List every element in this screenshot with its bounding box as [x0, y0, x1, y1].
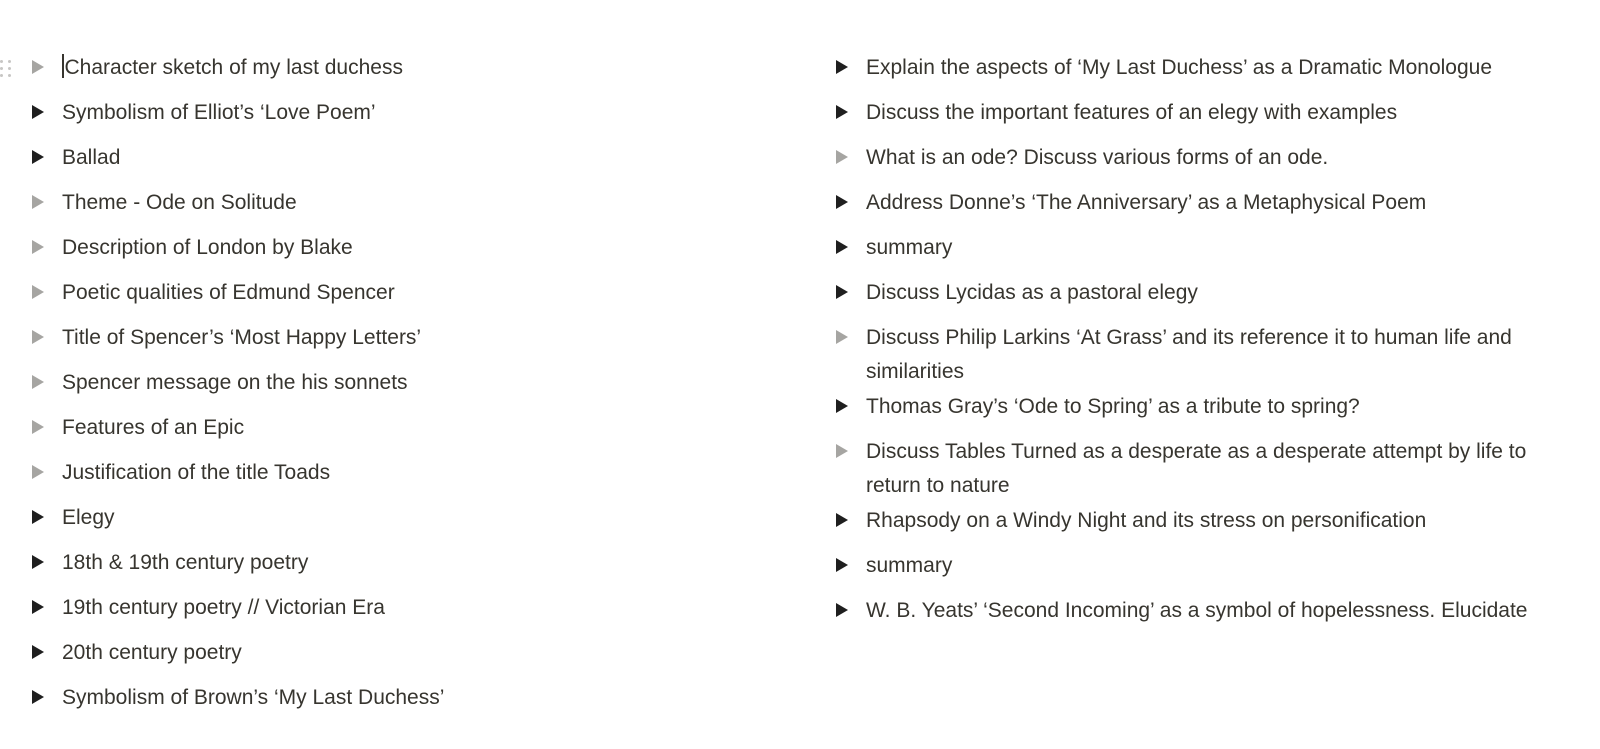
- drag-handle-icon[interactable]: [0, 58, 12, 80]
- toggle-block[interactable]: [832, 548, 1572, 593]
- toggle-arrow-icon[interactable]: [832, 275, 866, 309]
- toggle-block-title[interactable]: Discuss the important features of an elegy with examples: [866, 101, 1398, 124]
- toggle-block[interactable]: [28, 500, 788, 545]
- toggle-block-title[interactable]: Explain the aspects of ‘My Last Duchess’ as a Dramatic Monologue: [866, 56, 1493, 79]
- toggle-block-title[interactable]: summary: [866, 236, 953, 259]
- toggle-arrow-icon[interactable]: [28, 140, 62, 174]
- toggle-arrow-icon[interactable]: [28, 50, 62, 84]
- toggle-block[interactable]: [28, 275, 788, 320]
- toggle-arrow-icon[interactable]: [832, 50, 866, 84]
- toggle-block-title[interactable]: Symbolism of Elliot’s ‘Love Poem’: [62, 101, 376, 124]
- toggle-arrow-icon[interactable]: [28, 500, 62, 534]
- toggle-arrow-icon[interactable]: [28, 95, 62, 129]
- toggle-arrow-icon[interactable]: [28, 545, 62, 579]
- toggle-block[interactable]: [832, 320, 1572, 389]
- toggle-arrow-icon[interactable]: [28, 410, 62, 444]
- toggle-arrow-icon[interactable]: [832, 434, 866, 468]
- toggle-arrow-icon[interactable]: [832, 548, 866, 582]
- toggle-arrow-icon[interactable]: [832, 389, 866, 423]
- toggle-block[interactable]: [832, 140, 1572, 185]
- toggle-arrow-icon[interactable]: [832, 95, 866, 129]
- toggle-arrow-icon[interactable]: [28, 635, 62, 669]
- toggle-arrow-icon[interactable]: [28, 455, 62, 489]
- toggle-arrow-icon[interactable]: [28, 275, 62, 309]
- toggle-block-title[interactable]: 20th century poetry: [62, 641, 242, 664]
- toggle-block[interactable]: [832, 185, 1572, 230]
- toggle-block-title[interactable]: Description of London by Blake: [62, 236, 353, 259]
- toggle-block-title[interactable]: Rhapsody on a Windy Night and its stress on personification: [866, 509, 1427, 532]
- toggle-block[interactable]: [28, 410, 788, 455]
- toggle-arrow-icon[interactable]: [832, 593, 866, 627]
- toggle-block-title[interactable]: Character sketch of my last duchess: [62, 50, 403, 85]
- toggle-block[interactable]: [832, 50, 1572, 95]
- toggle-block-title[interactable]: What is an ode? Discuss various forms of an ode.: [866, 146, 1329, 169]
- toggle-block[interactable]: [28, 95, 788, 140]
- toggle-arrow-icon[interactable]: [28, 230, 62, 264]
- toggle-block-title[interactable]: 18th & 19th century poetry: [62, 551, 309, 574]
- toggle-block-title[interactable]: Poetic qualities of Edmund Spencer: [62, 281, 395, 304]
- toggle-arrow-icon[interactable]: [832, 140, 866, 174]
- toggle-block-title[interactable]: Justification of the title Toads: [62, 461, 331, 484]
- toggle-block[interactable]: [28, 50, 788, 95]
- toggle-block[interactable]: [832, 503, 1572, 548]
- toggle-block[interactable]: [28, 185, 788, 230]
- toggle-block-title[interactable]: Address Donne’s ‘The Anniversary’ as a Metaphysical Poem: [866, 191, 1427, 214]
- toggle-block-title[interactable]: Discuss Tables Turned as a desperate as a desperate attempt by life to return to nature: [866, 440, 1527, 497]
- toggle-block-title[interactable]: Symbolism of Brown’s ‘My Last Duchess’: [62, 686, 445, 709]
- toggle-block-title[interactable]: Theme - Ode on Solitude: [62, 191, 297, 214]
- toggle-block-title[interactable]: Ballad: [62, 146, 121, 169]
- toggle-block[interactable]: [28, 365, 788, 410]
- toggle-block[interactable]: [28, 455, 788, 500]
- toggle-block[interactable]: [832, 389, 1572, 434]
- toggle-block-title[interactable]: Features of an Epic: [62, 416, 245, 439]
- toggle-block[interactable]: [832, 593, 1572, 638]
- toggle-arrow-icon[interactable]: [28, 680, 62, 714]
- toggle-block-title[interactable]: Discuss Lycidas as a pastoral elegy: [866, 281, 1198, 304]
- toggle-arrow-icon[interactable]: [28, 185, 62, 219]
- toggle-arrow-icon[interactable]: [28, 320, 62, 354]
- toggle-block[interactable]: [28, 545, 788, 590]
- toggle-block[interactable]: [28, 230, 788, 275]
- toggle-block-title[interactable]: summary: [866, 554, 953, 577]
- toggle-block[interactable]: [832, 275, 1572, 320]
- toggle-block-title[interactable]: Thomas Gray’s ‘Ode to Spring’ as a tribute to spring?: [866, 395, 1360, 418]
- right-column: [832, 50, 1572, 638]
- toggle-block-title[interactable]: W. B. Yeats’ ‘Second Incoming’ as a symbol of hopelessness. Elucidate: [866, 599, 1528, 622]
- left-column: [28, 50, 788, 725]
- toggle-block[interactable]: [28, 320, 788, 365]
- toggle-block[interactable]: [28, 635, 788, 680]
- toggle-block-title[interactable]: Title of Spencer’s ‘Most Happy Letters’: [62, 326, 422, 349]
- toggle-block[interactable]: [832, 434, 1572, 503]
- toggle-arrow-icon[interactable]: [28, 590, 62, 624]
- toggle-block[interactable]: [832, 95, 1572, 140]
- toggle-arrow-icon[interactable]: [28, 365, 62, 399]
- toggle-block[interactable]: [28, 680, 788, 725]
- toggle-block-title[interactable]: Discuss Philip Larkins ‘At Grass’ and its reference it to human life and similarities: [866, 326, 1512, 383]
- toggle-block[interactable]: [832, 230, 1572, 275]
- text-cursor: [62, 54, 64, 78]
- toggle-arrow-icon[interactable]: [832, 503, 866, 537]
- toggle-block[interactable]: [28, 140, 788, 185]
- toggle-arrow-icon[interactable]: [832, 185, 866, 219]
- toggle-block[interactable]: [28, 590, 788, 635]
- toggle-block-title[interactable]: 19th century poetry // Victorian Era: [62, 596, 385, 619]
- toggle-arrow-icon[interactable]: [832, 230, 866, 264]
- toggle-arrow-icon[interactable]: [832, 320, 866, 354]
- toggle-block-title[interactable]: Elegy: [62, 506, 115, 529]
- toggle-block-title[interactable]: Spencer message on the his sonnets: [62, 371, 408, 394]
